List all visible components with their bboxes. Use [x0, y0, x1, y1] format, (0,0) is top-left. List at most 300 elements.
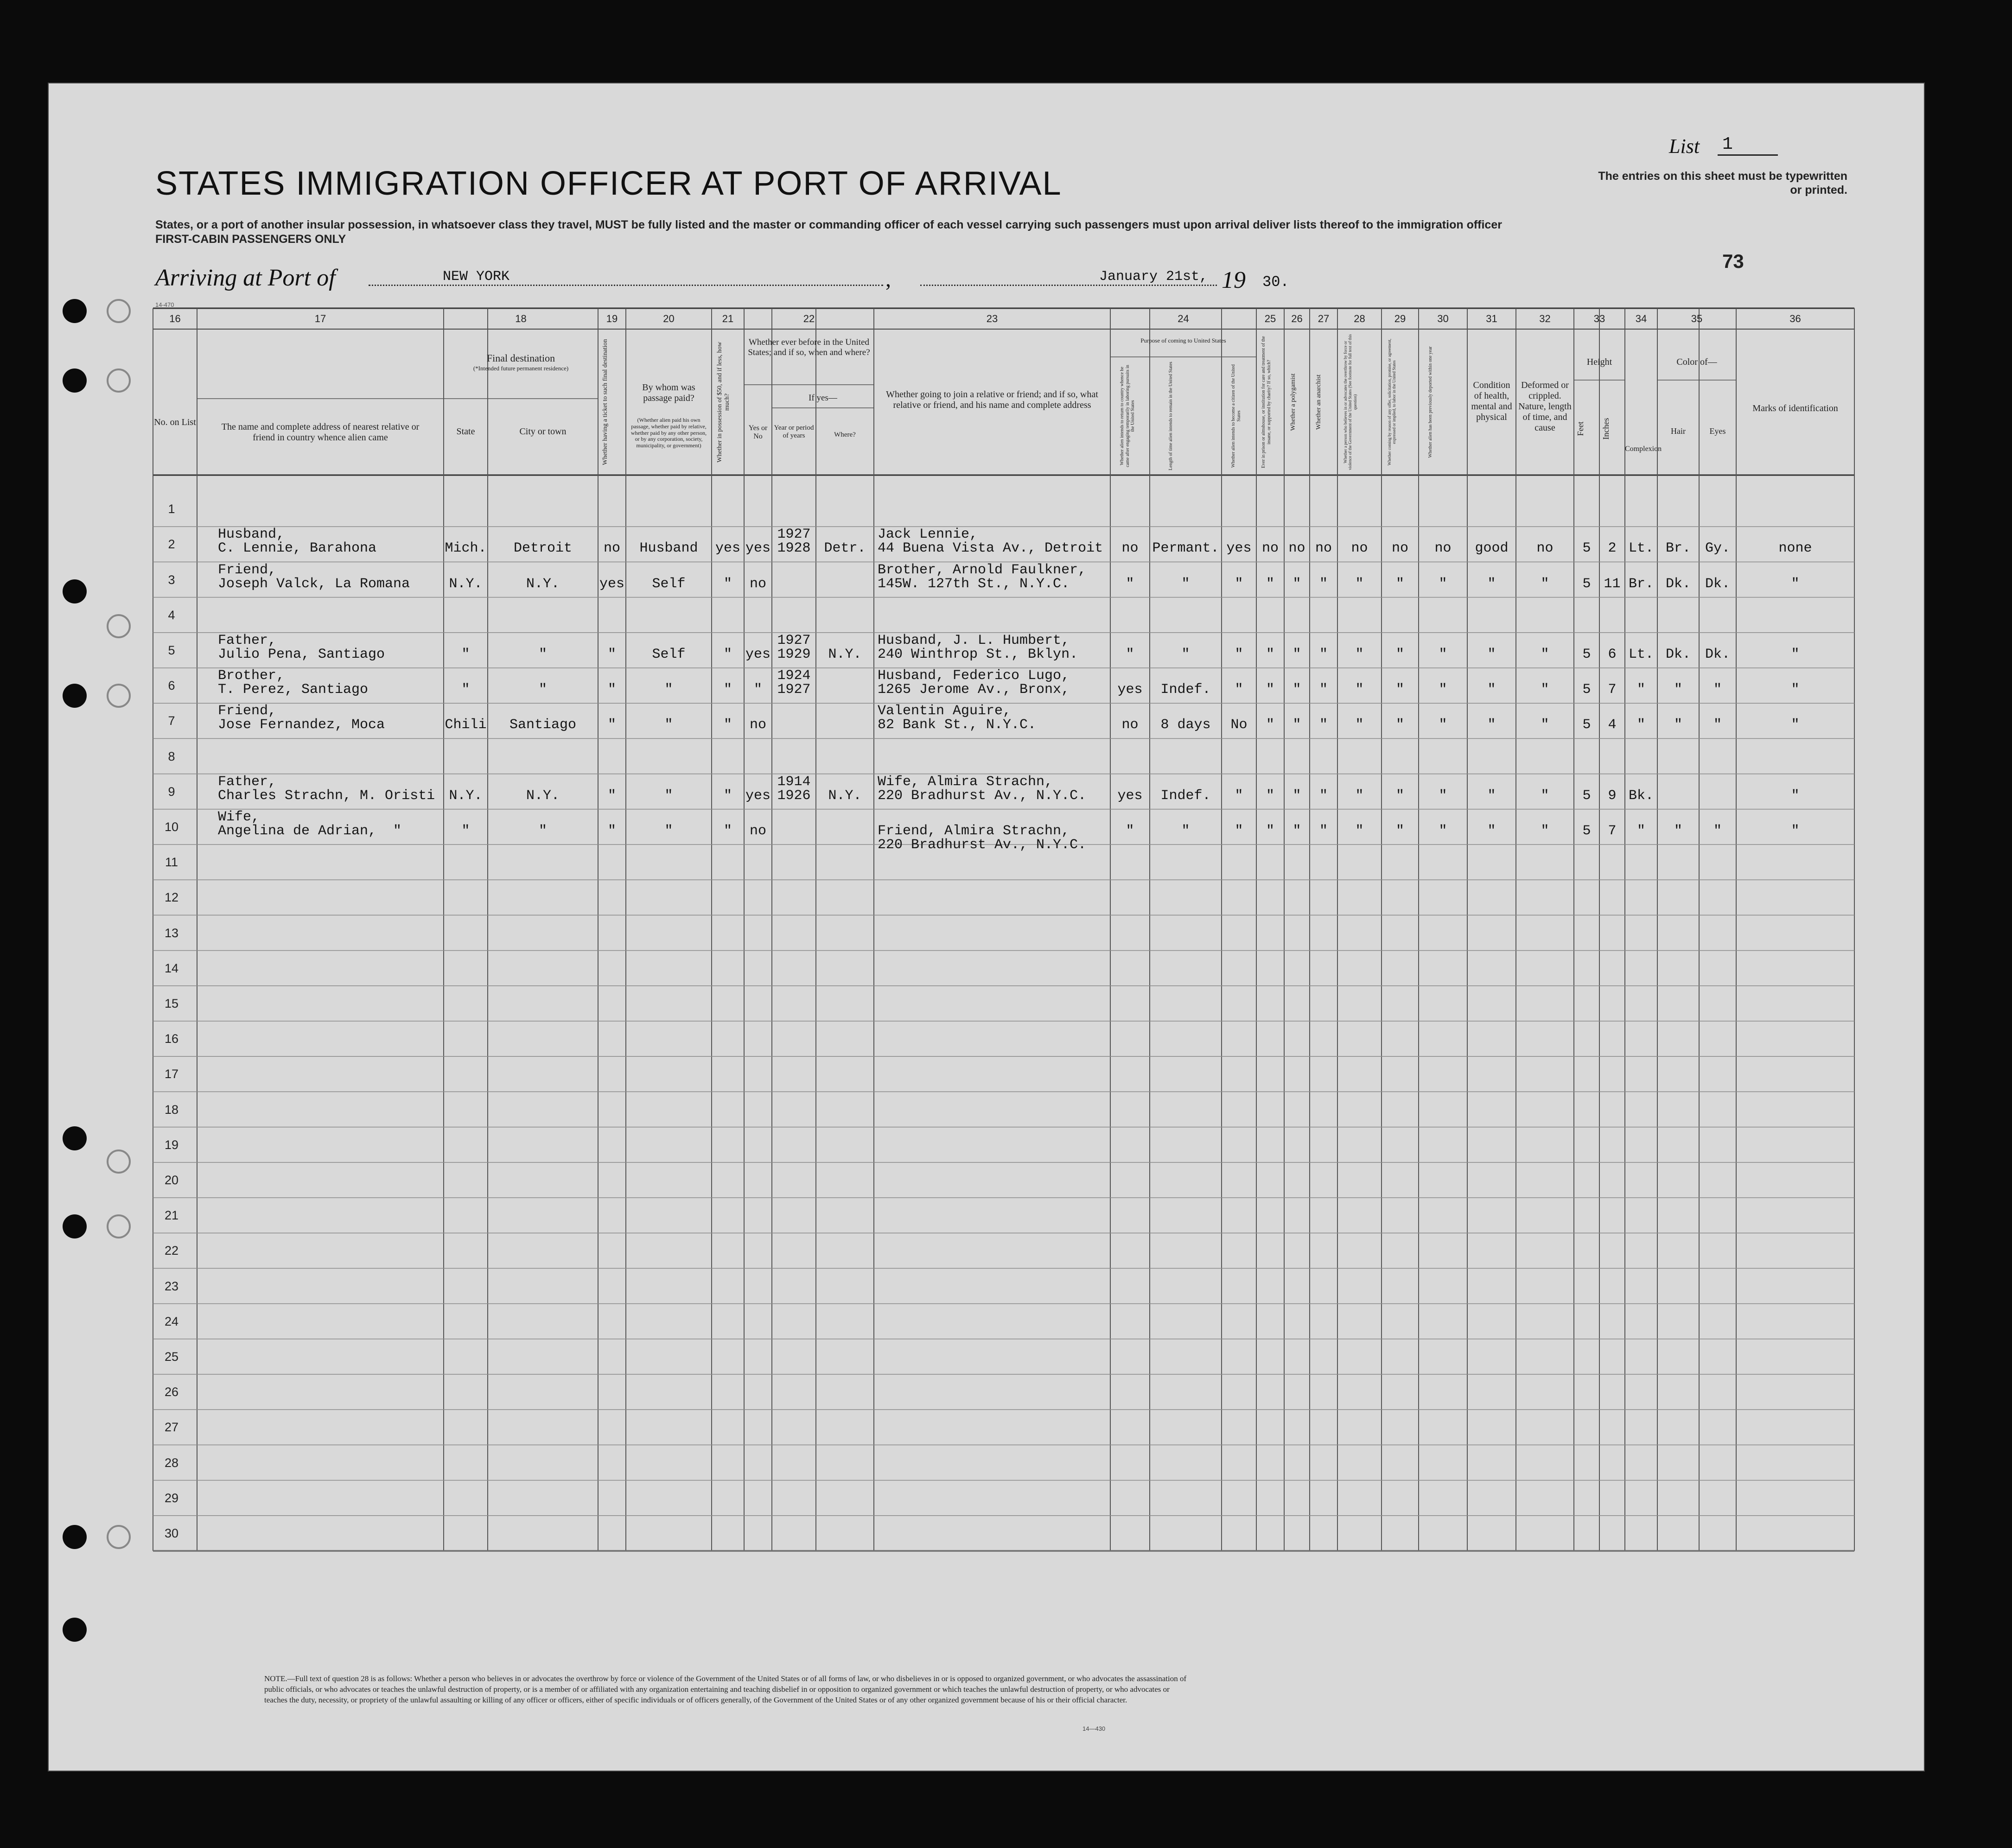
entry-prison: " — [1266, 646, 1274, 662]
entry-inches: 4 — [1608, 717, 1617, 733]
entry-yesno: yes — [745, 646, 770, 662]
hdr-prison: Ever in prison or almshouse, or institution for care and treatment of the insane, or supported by charity? If so, which? — [1261, 336, 1272, 468]
entry-relative: Angelina de Adrian, " — [218, 823, 402, 839]
hdr-eyes: Eyes — [1709, 426, 1726, 436]
entry-yesno: no — [749, 576, 766, 592]
entry-feet: 5 — [1582, 717, 1591, 733]
hdr-joining: Whether going to join a relative or friend; and if so, what relative or friend, and his name and complete address — [886, 389, 1098, 410]
hdr-passage-paid-note: (Whether alien paid his own passage, whether paid by relative, whether paid by any other person, or by any corporation, society, municipality, or government) — [630, 417, 707, 449]
row-number: 21 — [164, 1208, 179, 1223]
entry-join-above: Wife, Almira Strachn, — [878, 774, 1053, 790]
binder-hole — [63, 368, 87, 393]
entry-polyg: " — [1293, 787, 1301, 804]
binder-ring — [107, 1214, 131, 1238]
entry-offer: " — [1395, 823, 1404, 839]
subtitle-line: States, or a port of another insular possession, in whatsoever class they travel, MUST be fully listed and the master or commanding officer of each vessel carrying such passengers must upon arrival deliver lists thereof to the immigration officer — [155, 218, 1502, 231]
form-title: STATES IMMIGRATION OFFICER AT PORT OF ARRIVAL — [155, 165, 1062, 202]
entry-relative: T. Perez, Santiago — [218, 682, 369, 698]
hdr-inches: Inches — [1601, 418, 1611, 440]
row-number: 7 — [168, 714, 175, 728]
entry-feet: 5 — [1582, 787, 1591, 804]
entry-join-above: Husband, Federico Lugo, — [878, 668, 1070, 684]
list-label: List — [1669, 135, 1700, 158]
entry-deported: " — [1439, 787, 1447, 804]
entry-anarch: no — [1315, 540, 1332, 557]
entry-offer: no — [1391, 540, 1408, 557]
entry-polyg: no — [1288, 540, 1305, 557]
column-number: 16 — [169, 313, 181, 324]
entry-health: good — [1475, 540, 1509, 557]
entry-yesno: yes — [745, 540, 770, 557]
entry-state: " — [461, 823, 470, 839]
entry-fifty: " — [723, 576, 732, 592]
entry-p-citizen: No — [1230, 717, 1248, 733]
entry-eyes: Gy. — [1705, 540, 1730, 557]
entry-fifty: yes — [715, 540, 740, 557]
entry-relative: Wife, — [218, 809, 260, 825]
entry-ticket: " — [607, 717, 616, 733]
entry-complexion: Lt. — [1628, 646, 1654, 662]
hdr-health: Condition of health, mental and physical — [1471, 380, 1512, 422]
hdr-marks: Marks of identification — [1752, 403, 1838, 413]
entry-deformed: " — [1541, 576, 1549, 592]
entry-offer: " — [1395, 576, 1404, 592]
entry-paid: " — [664, 823, 673, 839]
hdr-possession-50: Whether in possession of $50, and if less, how much? — [716, 342, 731, 463]
entry-relative: C. Lennie, Barahona — [218, 540, 377, 557]
entry-city: " — [538, 823, 547, 839]
entry-relative: Brother, — [218, 668, 285, 684]
port-value: NEW YORK — [369, 269, 883, 286]
entry-paid: Self — [652, 576, 686, 592]
entry-year: 1929 — [777, 646, 811, 662]
entry-deformed: no — [1536, 540, 1554, 557]
entry-ticket: " — [607, 646, 616, 662]
entry-p-length: " — [1181, 646, 1190, 662]
form-code-bottom: 14—430 — [1082, 1725, 1106, 1732]
entry-fifty: " — [723, 646, 732, 662]
row-number: 29 — [164, 1491, 179, 1505]
entry-inches: 2 — [1608, 540, 1617, 557]
entry-prison: " — [1266, 823, 1274, 839]
entry-state: " — [461, 646, 470, 662]
entry-p-length: Permant. — [1152, 540, 1219, 557]
entry-p-length: " — [1181, 576, 1190, 592]
hdr-if-yes: If yes— — [809, 393, 837, 403]
entry-city: " — [538, 682, 547, 698]
row-number: 6 — [168, 679, 175, 693]
entry-year: 1926 — [777, 787, 811, 804]
entry-join-above: Jack Lennie, — [878, 527, 978, 543]
hdr-length-of-time: Length of time alien intends to remain in the United States — [1168, 362, 1173, 470]
entry-fifty: " — [723, 682, 732, 698]
row-number: 1 — [168, 502, 175, 516]
entry-yesno: no — [749, 717, 766, 733]
entry-q28: no — [1351, 540, 1368, 557]
binder-hole — [63, 1525, 87, 1549]
hdr-where: Where? — [834, 431, 856, 438]
column-number: 32 — [1539, 313, 1551, 324]
year-prefix: 19 — [1222, 267, 1246, 293]
column-number: 30 — [1437, 313, 1449, 324]
entry-relative: Father, — [218, 774, 277, 790]
column-number: 34 — [1635, 313, 1647, 324]
hdr-deformed: Deformed or crippled. Nature, length of time, and cause — [1518, 380, 1572, 433]
entry-q28: " — [1355, 823, 1364, 839]
hdr-deported: Whether alien has been previously deported within one year — [1428, 346, 1433, 458]
entry-prison: no — [1261, 540, 1279, 557]
entry-feet: 5 — [1582, 540, 1591, 557]
list-number: 1 — [1718, 134, 1778, 156]
entry-deported: " — [1439, 576, 1447, 592]
entry-complexion: Lt. — [1628, 540, 1654, 557]
entry-anarch: " — [1319, 717, 1328, 733]
row-number: 10 — [164, 819, 179, 834]
hdr-complexion: Complexion — [1625, 445, 1662, 453]
binder-hole — [63, 1618, 87, 1642]
entry-offer: " — [1395, 717, 1404, 733]
hdr-passage-paid: By whom was passage paid? — [642, 382, 695, 403]
form-code-top: 14-470 — [155, 301, 174, 308]
hdr-citizen: Whether alien intends to become a citizen of the United States — [1231, 364, 1242, 468]
manifest-grid — [49, 83, 1924, 1771]
entry-eyes: " — [1713, 717, 1722, 733]
entry-year-above: 1914 — [777, 774, 811, 790]
entry-deformed: " — [1541, 717, 1549, 733]
entry-yesno: no — [749, 823, 766, 839]
entry-fifty: " — [723, 823, 732, 839]
entry-deported: " — [1439, 682, 1447, 698]
row-number: 9 — [168, 784, 175, 799]
hdr-nearest-relative: The name and complete address of nearest relative or friend in country whence alien came — [221, 422, 420, 443]
entry-paid: " — [664, 682, 673, 698]
entry-yesno: " — [753, 682, 762, 698]
entry-relative: Husband, — [218, 527, 285, 543]
entry-p-length: 8 days — [1160, 717, 1211, 733]
entry-marks: " — [1791, 646, 1800, 662]
hdr-yes-or-no: Yes or No — [748, 424, 768, 441]
row-number: 15 — [164, 996, 179, 1010]
entry-p-return: no — [1121, 540, 1139, 557]
entry-anarch: " — [1319, 787, 1328, 804]
entry-where: N.Y. — [828, 646, 862, 662]
column-number: 19 — [606, 313, 618, 324]
entry-feet: 5 — [1582, 646, 1591, 662]
row-number: 11 — [165, 855, 178, 870]
form-subtitle — [155, 218, 1639, 247]
entry-paid: " — [664, 717, 673, 733]
entry-join-below: 220 Bradhurst Av., N.Y.C. — [878, 837, 1087, 853]
entry-q28: " — [1355, 787, 1364, 804]
row-number: 3 — [168, 572, 175, 587]
entry-eyes: Dk. — [1705, 646, 1730, 662]
entry-deformed: " — [1541, 823, 1549, 839]
hdr-polygamist: Whether a polygamist — [1290, 373, 1297, 431]
entry-relative: Jose Fernandez, Moca — [218, 717, 385, 733]
entry-p-citizen: " — [1235, 823, 1243, 839]
binder-hole — [63, 299, 87, 323]
binder-ring — [107, 1149, 131, 1174]
entry-anarch: " — [1319, 823, 1328, 839]
entry-prison: " — [1266, 576, 1274, 592]
entry-relative: Joseph Valck, La Romana — [218, 576, 410, 592]
row-number: 4 — [168, 608, 175, 622]
entry-deformed: " — [1541, 682, 1549, 698]
entry-deported: " — [1439, 646, 1447, 662]
entry-complexion: " — [1636, 823, 1645, 839]
column-number: 21 — [722, 313, 734, 324]
entry-relative: Father, — [218, 632, 277, 648]
entry-feet: 5 — [1582, 576, 1591, 592]
row-number: 12 — [164, 890, 179, 905]
entry-health: " — [1487, 576, 1496, 592]
entry-city: N.Y. — [526, 576, 560, 592]
page-stamp: 73 — [1722, 250, 1744, 272]
hdr-anarchist: Whether an anarchist — [1315, 375, 1322, 430]
entry-q28: " — [1355, 682, 1364, 698]
entry-state: N.Y. — [449, 576, 483, 592]
entry-inches: 7 — [1608, 682, 1617, 698]
entry-hair: " — [1674, 717, 1682, 733]
entry-deformed: " — [1541, 646, 1549, 662]
entry-complexion: " — [1636, 682, 1645, 698]
row-number: 22 — [164, 1244, 179, 1258]
entry-q28: " — [1355, 576, 1364, 592]
hdr-height: Height — [1586, 357, 1612, 367]
binder-hole — [63, 684, 87, 708]
entry-where: N.Y. — [828, 787, 862, 804]
entry-inches: 11 — [1604, 576, 1621, 592]
column-number: 36 — [1789, 313, 1801, 324]
entry-polyg: " — [1293, 682, 1301, 698]
hdr-ticket: Whether having a ticket to such final destination — [602, 339, 609, 465]
entry-p-citizen: " — [1235, 787, 1243, 804]
entry-polyg: " — [1293, 646, 1301, 662]
entry-relative: Friend, — [218, 562, 277, 578]
column-number: 26 — [1291, 313, 1303, 324]
entry-prison: " — [1266, 682, 1274, 698]
column-number: 20 — [663, 313, 675, 324]
entry-join-above: Husband, J. L. Humbert, — [878, 632, 1070, 648]
entry-p-citizen: " — [1235, 682, 1243, 698]
column-number: 17 — [314, 313, 326, 324]
entry-feet: 5 — [1582, 823, 1591, 839]
row-number: 14 — [164, 961, 179, 975]
entry-marks: " — [1791, 787, 1800, 804]
entry-health: " — [1487, 646, 1496, 662]
entry-eyes: " — [1713, 682, 1722, 698]
hdr-final-destination-note: (*Intended future permanent residence) — [473, 365, 569, 372]
typewritten-instruction: The entries on this sheet must be typewritten or printed. — [1598, 170, 1847, 197]
entry-feet: 5 — [1582, 682, 1591, 698]
row-number: 19 — [164, 1137, 179, 1152]
entry-paid: " — [664, 787, 673, 804]
entry-yesno: yes — [745, 787, 770, 804]
entry-polyg: " — [1293, 717, 1301, 733]
entry-q28: " — [1355, 717, 1364, 733]
entry-offer: " — [1395, 682, 1404, 698]
hdr-year-or-period: Year or period of years — [774, 424, 814, 440]
column-number: 27 — [1318, 313, 1330, 324]
entry-prison: " — [1266, 717, 1274, 733]
entry-year-above: 1927 — [777, 527, 811, 543]
entry-relative: Friend, — [218, 703, 277, 719]
comma: , — [885, 267, 891, 292]
entry-anarch: " — [1319, 576, 1328, 592]
binder-hole — [63, 1126, 87, 1150]
entry-complexion: Bk. — [1628, 787, 1654, 804]
entry-year: 1927 — [777, 682, 811, 698]
footnote-q28: NOTE.—Full text of question 28 is as follows: Whether a person who believes in or advocates the overthrow by force or violence of the Government of the United States or of all forms of law, or who disbelieves in or is opposed to organized government, or who advocates the assassination of public officials, or who advocates or teaches the unlawful destruction of property, or is a member of or affiliated with any organization entertaining and teaching disbelief in or opposition to organized government or which teaches the unlawful destruction of property, or who advocates or teaches the duty, necessity, or propriety of the unlawful assaulting or killing of any officer or officers, either of specific individuals or of officers generally, of the Government of the United States or of any other organized government because of his or their official character. — [264, 1674, 1187, 1704]
entry-city: Santiago — [509, 717, 577, 733]
entry-join-above: Brother, Arnold Faulkner, — [878, 562, 1087, 578]
entry-health: " — [1487, 823, 1496, 839]
entry-p-length: Indef. — [1160, 682, 1211, 698]
hdr-feet: Feet — [1576, 421, 1585, 436]
binder-hole — [63, 1214, 87, 1238]
entry-fifty: " — [723, 717, 732, 733]
entry-join: 82 Bank St., N.Y.C. — [878, 717, 1037, 733]
manifest-sheet — [49, 83, 1924, 1771]
binder-ring — [107, 368, 131, 393]
hdr-hair: Hair — [1671, 426, 1686, 436]
subtitle-line: FIRST-CABIN PASSENGERS ONLY — [155, 233, 346, 246]
entry-anarch: " — [1319, 682, 1328, 698]
entry-city: N.Y. — [526, 787, 560, 804]
entry-marks: " — [1791, 576, 1800, 592]
entry-hair: Dk. — [1665, 646, 1691, 662]
arriving-label: Arriving at Port of — [155, 265, 336, 291]
column-number: 23 — [986, 313, 998, 324]
hdr-purpose-return: Whether alien intends to return to country whence he came after engaging temporarily in laboring pursuits in the United States — [1120, 365, 1135, 467]
entry-complexion: Br. — [1628, 576, 1654, 592]
entry-relative: Julio Pena, Santiago — [218, 646, 385, 662]
hdr-color-of: Color of— — [1676, 357, 1717, 367]
date-value: January 21st, — [920, 269, 1217, 286]
hdr-state: State — [456, 426, 475, 437]
entry-state: Mich. — [445, 540, 487, 557]
hdr-final-destination: Final destination — [486, 352, 555, 364]
entry-ticket: " — [607, 682, 616, 698]
entry-state: Chili — [445, 717, 487, 733]
row-number: 18 — [164, 1102, 179, 1117]
entry-marks: " — [1791, 717, 1800, 733]
hdr-ever-before: Whether ever before in the United States; and if so, when and where? — [748, 337, 870, 357]
entry-join: Friend, Almira Strachn, — [878, 823, 1070, 839]
entry-anarch: " — [1319, 646, 1328, 662]
column-number: 29 — [1394, 313, 1406, 324]
entry-state: " — [461, 682, 470, 698]
entry-q28: " — [1355, 646, 1364, 662]
row-number: 23 — [164, 1279, 179, 1293]
column-number: 35 — [1691, 313, 1703, 324]
binder-ring — [107, 299, 131, 323]
entry-ticket: yes — [599, 576, 624, 592]
hdr-purpose: Purpose of coming to United States — [1140, 337, 1226, 344]
row-number: 8 — [168, 749, 175, 763]
entry-p-citizen: " — [1235, 576, 1243, 592]
row-number: 5 — [168, 643, 175, 657]
entry-join: 44 Buena Vista Av., Detroit — [878, 540, 1103, 557]
entry-p-citizen: yes — [1226, 540, 1252, 557]
entry-year-above: 1927 — [777, 632, 811, 648]
entry-ticket: " — [607, 823, 616, 839]
hdr-offer: Whether coming by reason of any offer, solicitation, promise, or agreement, expressed or implied, to labor in the United States — [1387, 338, 1397, 466]
entry-city: " — [538, 646, 547, 662]
entry-join: 145W. 127th St., N.Y.C. — [878, 576, 1070, 592]
column-number: 28 — [1354, 313, 1365, 324]
entry-year-above: 1924 — [777, 668, 811, 684]
entry-hair: " — [1674, 682, 1682, 698]
entry-join: 1265 Jerome Av., Bronx, — [878, 682, 1070, 698]
entry-deported: no — [1434, 540, 1452, 557]
form-header — [49, 83, 1924, 308]
row-number: 30 — [164, 1526, 179, 1540]
entry-prison: " — [1266, 787, 1274, 804]
entry-p-return: " — [1126, 576, 1134, 592]
entry-marks: " — [1791, 823, 1800, 839]
entry-inches: 7 — [1608, 823, 1617, 839]
entry-p-length: Indef. — [1160, 787, 1211, 804]
entry-join: 220 Bradhurst Av., N.Y.C. — [878, 787, 1087, 804]
row-number: 28 — [164, 1455, 179, 1470]
entry-deported: " — [1439, 823, 1447, 839]
entry-fifty: " — [723, 787, 732, 804]
entry-p-return: no — [1121, 717, 1139, 733]
entry-p-length: " — [1181, 823, 1190, 839]
entry-hair: Dk. — [1665, 576, 1691, 592]
entry-polyg: " — [1293, 576, 1301, 592]
row-number: 25 — [164, 1349, 179, 1364]
entry-offer: " — [1395, 787, 1404, 804]
row-number: 24 — [164, 1314, 179, 1328]
row-number: 26 — [164, 1385, 179, 1399]
entry-health: " — [1487, 717, 1496, 733]
entry-eyes: " — [1713, 823, 1722, 839]
binder-ring — [107, 1525, 131, 1549]
entry-hair: " — [1674, 823, 1682, 839]
column-number: 24 — [1178, 313, 1189, 324]
entry-relative: Charles Strachn, M. Oristi — [218, 787, 435, 804]
entry-state: N.Y. — [449, 787, 483, 804]
row-number: 20 — [164, 1173, 179, 1187]
year-suffix: 30. — [1262, 273, 1289, 291]
entry-p-citizen: " — [1235, 646, 1243, 662]
hdr-no-on-list: No. on List — [154, 417, 196, 427]
entry-p-return: " — [1126, 823, 1134, 839]
entry-p-return: yes — [1117, 787, 1143, 804]
column-number: 25 — [1264, 313, 1276, 324]
row-number: 13 — [164, 926, 179, 940]
entry-city: Detroit — [513, 540, 573, 557]
row-number: 27 — [164, 1420, 179, 1435]
entry-offer: " — [1395, 646, 1404, 662]
entry-ticket: " — [607, 787, 616, 804]
column-number: 22 — [803, 313, 815, 324]
entry-join: 240 Winthrop St., Bklyn. — [878, 646, 1078, 662]
column-number: 31 — [1486, 313, 1497, 324]
entry-health: " — [1487, 682, 1496, 698]
entry-paid: Husband — [639, 540, 698, 557]
binder-ring — [107, 684, 131, 708]
entry-marks: none — [1778, 540, 1812, 557]
entry-marks: " — [1791, 682, 1800, 698]
binder-hole — [63, 579, 87, 603]
entry-paid: Self — [652, 646, 686, 662]
entry-ticket: no — [603, 540, 620, 557]
entry-deformed: " — [1541, 787, 1549, 804]
entry-inches: 6 — [1608, 646, 1617, 662]
